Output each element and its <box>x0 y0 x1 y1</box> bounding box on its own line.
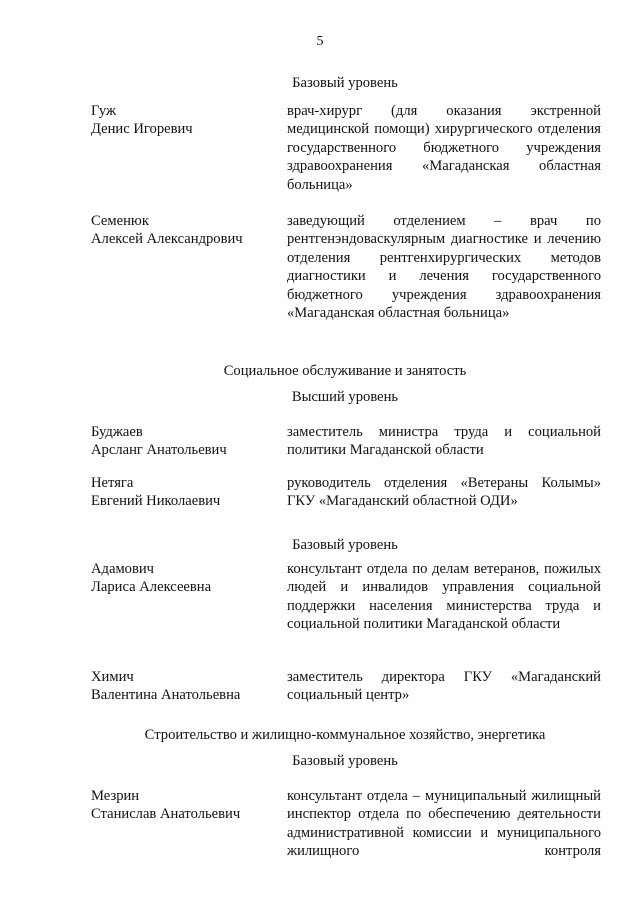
person-given-names: Евгений Николаевич <box>91 493 221 510</box>
level-heading-base: Базовый уровень <box>292 537 398 553</box>
person-surname: Семенюк <box>91 213 149 229</box>
level-heading-base: Базовый уровень <box>292 753 398 769</box>
person-surname: Нетяга <box>91 475 134 491</box>
person-surname: Буджаев <box>91 424 143 440</box>
person-position: консультант отдела – муниципальный жилищный инспектор отдела по обеспечению деятельности административной комиссии и муниципального жилищного контроля <box>287 788 601 860</box>
person-position: руководитель отделения «Ветераны Колымы» ГКУ «Магаданский областной ОДИ» <box>287 475 601 510</box>
level-heading-higher: Высший уровень <box>291 389 399 405</box>
person-name <box>91 560 271 597</box>
person-position: заведующий отделением – врач по рентгенэндоваскулярным диагностике и лечению отделения рентгенхирургических методов диагностики и лечения государственного бюджетного учреждения здравоохранения «Магаданская областная больница» <box>287 213 601 322</box>
person-name <box>91 668 271 705</box>
person-name <box>91 212 271 249</box>
level-heading-base: Базовый уровень <box>292 75 398 91</box>
person-name <box>91 423 271 460</box>
person-name <box>91 474 271 511</box>
person-given-names: Арсланг Анатольевич <box>91 442 227 459</box>
section-title: Строительство и жилищно-коммунальное хозяйство, энергетика <box>144 727 546 743</box>
person-position: консультант отдела по делам ветеранов, пожилых людей и инвалидов управления социальной поддержки населения министерства труда и социальной политики Магаданской области <box>287 561 601 633</box>
person-surname: Адамович <box>91 561 155 577</box>
person-position: заместитель министра труда и социальной политики Магаданской области <box>287 424 601 459</box>
person-surname: Химич <box>91 669 134 685</box>
person-given-names: Лариса Алексеевна <box>91 579 212 596</box>
person-surname: Гуж <box>91 103 117 119</box>
person-given-names: Валентина Анатольевна <box>91 687 241 704</box>
person-position: заместитель директора ГКУ «Магаданский социальный центр» <box>287 669 601 704</box>
person-name <box>91 102 271 139</box>
person-given-names: Станислав Анатольевич <box>91 806 241 823</box>
person-position: врач-хирург (для оказания экстренной медицинской помощи) хирургического отделения государственного бюджетного учреждения здравоохранения «Магаданская областная больница» <box>287 103 601 193</box>
page-number: 5 <box>316 34 324 49</box>
person-name <box>91 787 271 824</box>
person-given-names: Денис Игоревич <box>91 121 193 138</box>
person-given-names: Алексей Александрович <box>91 231 243 248</box>
section-title: Социальное обслуживание и занятость <box>223 363 467 379</box>
person-surname: Мезрин <box>91 788 140 804</box>
